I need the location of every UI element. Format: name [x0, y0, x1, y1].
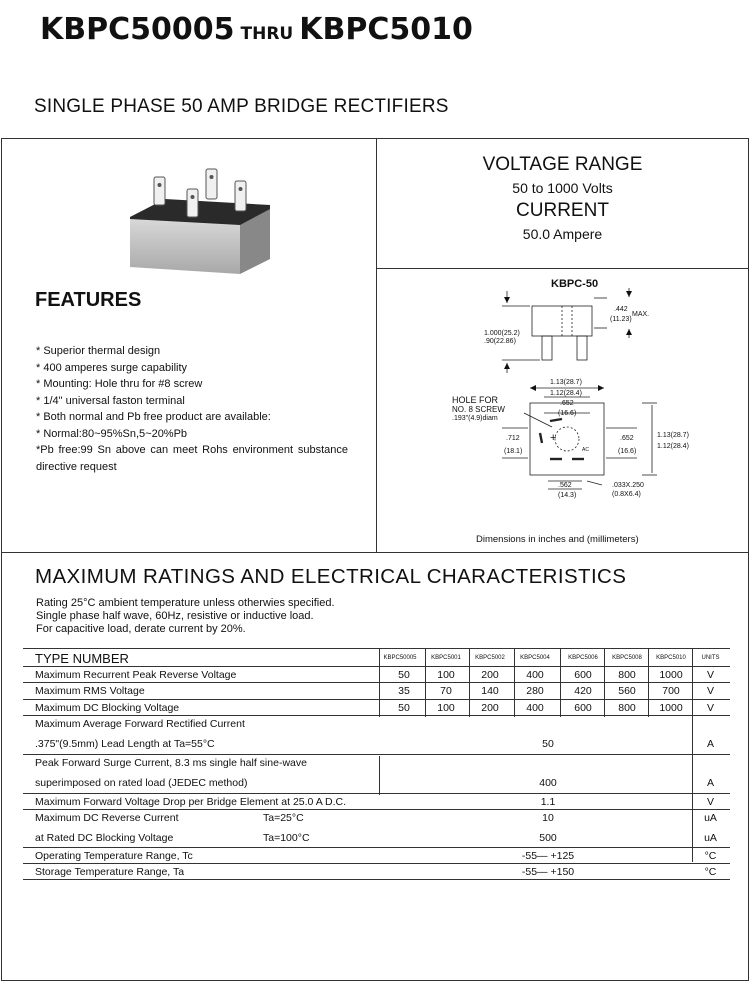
table-row	[23, 810, 730, 848]
cell: 560	[618, 685, 636, 697]
cell: 500	[539, 832, 557, 844]
cell: 50	[542, 738, 554, 750]
drawing-caption: Dimensions in inches and (millimeters)	[476, 534, 639, 545]
features-list	[36, 343, 348, 475]
column-divider	[692, 649, 693, 862]
ratings-note: Single phase half wave, 60Hz, resistive or inductive load.	[36, 610, 314, 622]
row-condition: Ta=25°C	[263, 812, 304, 824]
cell: 70	[440, 685, 452, 697]
cell: 600	[574, 669, 592, 681]
unit-cell: uA	[704, 832, 717, 844]
ratings-table	[23, 648, 730, 880]
dim-max-mm: (11.23)	[610, 316, 632, 323]
cell: 1000	[659, 702, 683, 714]
table-header-row	[23, 649, 730, 667]
cell: 140	[481, 685, 499, 697]
dim-inner-in: .652	[560, 400, 574, 407]
cell: -55— +150	[521, 866, 575, 878]
row-label: Maximum Average Forward Rectified Current	[35, 718, 245, 730]
dim-height-in: 1.000(25.2)	[484, 330, 520, 337]
cell: 420	[574, 685, 592, 697]
svg-text:+: +	[550, 432, 557, 444]
cell: 800	[618, 702, 636, 714]
cell: 400	[526, 669, 544, 681]
table-row	[23, 864, 730, 880]
row-label: Maximum DC Blocking Voltage	[35, 702, 180, 714]
column-divider	[514, 649, 515, 717]
current-value: 50.0 Ampere	[522, 226, 603, 242]
cell: 280	[526, 685, 544, 697]
table-row	[23, 700, 730, 716]
dim-bottom-in: .562	[558, 482, 572, 489]
ratings-note: Rating 25°C ambient temperature unless otherwies specified.	[36, 597, 335, 609]
column-divider	[379, 756, 380, 795]
type-header: KBPC5002	[475, 655, 505, 661]
hole-label-1: HOLE FOR	[452, 395, 499, 405]
ratings-note: For capacitive load, derate current by 20%.	[36, 623, 246, 635]
cell: -55— +125	[521, 850, 575, 862]
unit-cell: V	[706, 669, 714, 681]
units-header: UNITS	[701, 655, 720, 661]
row-condition: Ta=100°C	[263, 832, 310, 844]
title-part-2: KBPC5010	[299, 12, 473, 47]
voltage-range-value: 50 to 1000 Volts	[512, 180, 613, 196]
column-divider	[604, 649, 605, 717]
type-header: KBPC5001	[431, 655, 461, 661]
ac-label: AC	[582, 447, 589, 453]
cell: 1.1	[540, 796, 556, 808]
feature-item: * Superior thermal design	[36, 345, 161, 357]
cell: 400	[526, 702, 544, 714]
cell: 1000	[659, 669, 683, 681]
feature-item: *Pb free:99 Sn above can meet Rohs environment substance directive request	[36, 444, 348, 473]
unit-cell: A	[706, 777, 714, 789]
dim-max-label: MAX.	[632, 311, 650, 318]
unit-cell: A	[706, 738, 714, 750]
table-row	[23, 683, 730, 700]
hole-label-3: .193"(4.9)diam	[452, 415, 498, 422]
unit-cell: °C	[704, 866, 717, 878]
cell: 200	[481, 669, 499, 681]
unit-cell: V	[706, 702, 714, 714]
row-label: superimposed on rated load (JEDEC method)	[35, 777, 248, 789]
type-header: KBPC5010	[656, 655, 686, 661]
unit-cell: °C	[704, 850, 717, 862]
dim-side-1: 1.13(28.7)	[657, 432, 689, 439]
table-row	[23, 716, 730, 755]
datasheet-frame	[1, 138, 749, 981]
row-label: Maximum Forward Voltage Drop per Bridge Element at 25.0 A D.C.	[35, 796, 347, 808]
cell: 800	[618, 669, 636, 681]
unit-cell: V	[706, 796, 714, 808]
dim-term-in: .033X.250	[612, 482, 644, 489]
cell: 400	[539, 777, 557, 789]
unit-cell: uA	[704, 812, 717, 824]
dim-term-mm: (0.8X6.4)	[612, 491, 641, 498]
dim-side-2: 1.12(28.4)	[657, 443, 689, 450]
type-number-header: TYPE NUMBER	[35, 651, 129, 666]
cell: 50	[398, 702, 410, 714]
row-label: Peak Forward Surge Current, 8.3 ms single half sine-wave	[35, 757, 307, 769]
dim-height-mm: .90(22.86)	[484, 338, 516, 345]
title-part-1: KBPC50005	[40, 12, 235, 47]
title-thru: THRU	[240, 24, 294, 44]
row-label: Operating Temperature Range, Tc	[35, 850, 193, 862]
voltage-range-label: VOLTAGE RANGE	[482, 154, 643, 175]
row-label: .375"(9.5mm) Lead Length at Ta=55°C	[35, 738, 215, 750]
dim-inner-mm: (16.6)	[558, 410, 577, 417]
table-row	[23, 794, 730, 810]
feature-item: * Normal:80~95%Sn,5~20%Pb	[36, 427, 188, 440]
divider-main	[2, 552, 748, 553]
dim-max-in: .442	[614, 306, 628, 313]
dim-width-2: 1.12(28.4)	[550, 390, 582, 397]
ratings-heading: MAXIMUM RATINGS AND ELECTRICAL CHARACTERISTICS	[35, 565, 627, 588]
dimension-drawing	[442, 273, 712, 547]
cell: 100	[437, 702, 455, 714]
row-label: Maximum DC Reverse Current	[35, 812, 179, 824]
dim-width-1: 1.13(28.7)	[550, 379, 582, 386]
type-header: KBPC5006	[568, 655, 598, 661]
divider-right	[376, 268, 749, 269]
row-label: at Rated DC Blocking Voltage	[35, 832, 174, 844]
type-header: KBPC5004	[520, 655, 550, 661]
column-divider	[425, 649, 426, 717]
dim-right-in: .652	[620, 435, 634, 442]
row-label: Storage Temperature Range, Ta	[35, 866, 185, 878]
row-label: Maximum RMS Voltage	[35, 685, 145, 697]
document-title	[40, 12, 473, 47]
dim-bottom-mm: (14.3)	[558, 492, 577, 499]
hole-label-2: NO. 8 SCREW	[452, 405, 505, 414]
feature-item: * 1/4" universal faston terminal	[36, 394, 185, 407]
column-divider	[379, 649, 380, 717]
cell: 10	[542, 812, 554, 824]
features-heading: FEATURES	[35, 289, 142, 311]
cell: 200	[481, 702, 499, 714]
cell: 35	[398, 685, 410, 697]
package-name: KBPC-50	[551, 278, 599, 290]
document-subtitle: SINGLE PHASE 50 AMP BRIDGE RECTIFIERS	[34, 96, 449, 117]
feature-item: * Both normal and Pb free product are available:	[36, 411, 271, 423]
unit-cell: V	[706, 685, 714, 697]
feature-item: * Mounting: Hole thru for #8 screw	[36, 378, 203, 390]
table-row	[23, 848, 730, 864]
column-divider	[560, 649, 561, 717]
current-label: CURRENT	[516, 200, 609, 221]
table-row	[23, 667, 730, 683]
dim-left-mm: (18.1)	[504, 448, 523, 455]
table-row	[23, 755, 730, 794]
ratings-notes	[36, 597, 335, 636]
voltage-current-block	[376, 153, 749, 245]
cell: 600	[574, 702, 592, 714]
cell: 100	[437, 669, 455, 681]
type-header: KBPC50005	[383, 655, 417, 661]
dim-left-in: .712	[506, 435, 520, 442]
column-divider	[648, 649, 649, 717]
dim-right-mm: (16.6)	[618, 448, 637, 455]
product-image	[120, 159, 270, 274]
row-label: Maximum Recurrent Peak Reverse Voltage	[35, 669, 237, 681]
cell: 700	[662, 685, 680, 697]
type-header: KBPC5008	[612, 655, 642, 661]
column-divider	[469, 649, 470, 717]
feature-item: * 400 amperes surge capability	[36, 361, 188, 374]
cell: 50	[398, 669, 410, 681]
